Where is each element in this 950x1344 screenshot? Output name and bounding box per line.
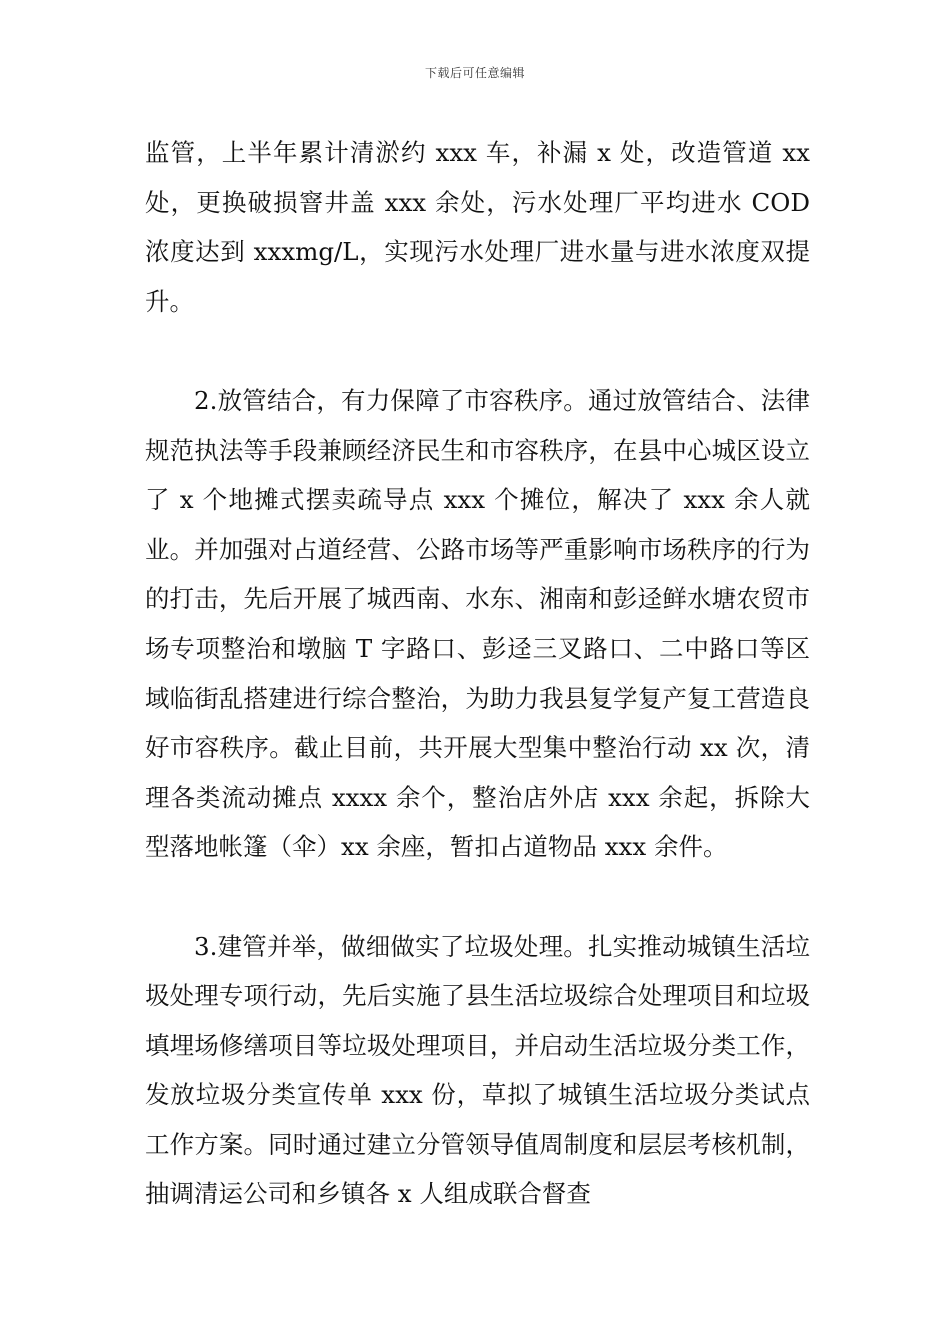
- page-header: 下载后可任意编辑: [424, 66, 525, 80]
- document-body: [145, 128, 810, 1219]
- paragraph-gap: [145, 872, 810, 922]
- paragraph-continuation: 监管，上半年累计清淤约 xxx 车，补漏 x 处，改造管道 xx 处，更换破损窨井盖 xxx 余处，污水处理厂平均进水 COD 浓度达到 xxxmg/L，实现污水处理厂进水量与进水浓度双提升。: [145, 138, 810, 316]
- paragraph-gap: [145, 326, 810, 376]
- paragraph-section-2: 2.放管结合，有力保障了市容秩序。通过放管结合、法律规范执法等手段兼顾经济民生和市容秩序，在县中心城区设立了 x 个地摊式摆卖疏导点 xxx 个摊位，解决了 xxx 余人就业。并加强对占道经营、公路市场等严重影响市场秩序的行为的打击，先后开展了城西南、水东、湘南和彭迳鲜水塘农贸市场专项整治和墩脑 T 字路口、彭迳三叉路口、二中路口等区域临街乱搭建进行综合整治，为助力我县复学复产复工营造良好市容秩序。截止目前，共开展大型集中整治行动 xx 次，清理各类流动摊点 xxxx 余个，整治店外店 xxx 余起，拆除大型落地帐篷（伞）xx 余座，暂扣占道物品 xxx 余件。: [145, 385, 810, 862]
- paragraph-section-3: 3.建管并举，做细做实了垃圾处理。扎实推动城镇生活垃圾处理专项行动，先后实施了县生活垃圾综合处理项目和垃圾填埋场修缮项目等垃圾处理项目，并启动生活垃圾分类工作，发放垃圾分类宣传单 xxx 份，草拟了城镇生活垃圾分类试点工作方案。同时通过建立分管领导值周制度和层层考核机制，抽调清运公司和乡镇各 x 人组成联合督查: [145, 931, 810, 1209]
